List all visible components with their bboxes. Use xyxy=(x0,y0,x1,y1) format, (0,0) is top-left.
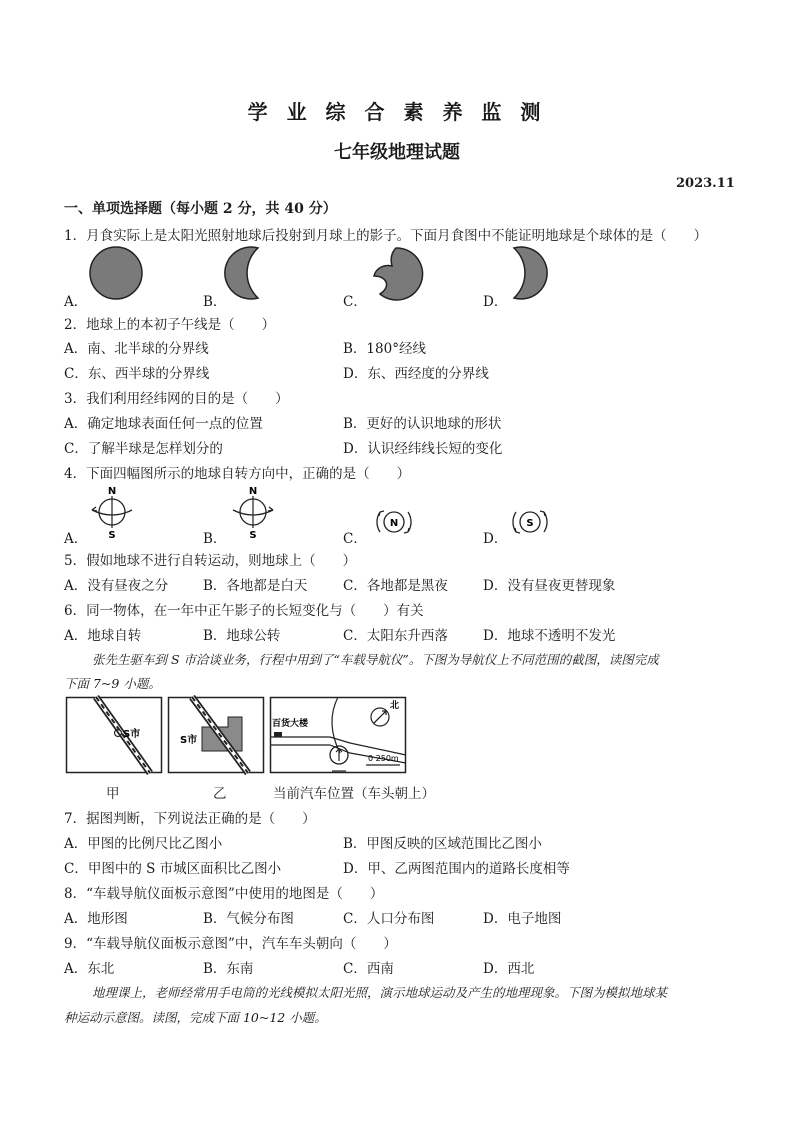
q7-option-b: B．甲图反映的区域范围比乙图小 xyxy=(343,836,542,852)
q5-option-c: C．各地都是黑夜 xyxy=(343,578,448,594)
exam-subtitle: 七年级地理试题 xyxy=(334,142,460,163)
passage-10-12-line2: 种运动示意图。读图，完成下面 10~12 小题。 xyxy=(64,1010,327,1025)
map-jia-city-label: S市 xyxy=(123,729,141,740)
q9-option-c: C．西南 xyxy=(343,961,394,977)
q5-option-b: B．各地都是白天 xyxy=(203,578,308,594)
q6-stem: 6．同一物体，在一年中正午影子的长短变化与（ ）有关 xyxy=(64,603,424,619)
q9-option-d: D．西北 xyxy=(483,961,535,977)
exam-title: 学 业 综 合 素 养 监 测 xyxy=(247,100,547,124)
q4-option-c: C． xyxy=(343,531,367,547)
store-label: 百货大楼 xyxy=(272,719,309,729)
q6-option-d: D．地球不透明不发光 xyxy=(483,628,616,644)
q9-option-b: B．东南 xyxy=(203,961,254,977)
section-heading: 一、单项选择题（每小题 2 分，共 40 分） xyxy=(64,201,337,217)
q2-stem: 2．地球上的本初子午线是（ ） xyxy=(64,317,276,333)
q7-option-a: A．甲图的比例尺比乙图小 xyxy=(64,836,223,852)
q6-option-c: C．太阳东升西落 xyxy=(343,628,448,644)
exam-date: 2023.11 xyxy=(676,176,735,191)
q8-option-b: B．气候分布图 xyxy=(203,911,294,927)
eclipse-figure-d xyxy=(506,246,550,302)
store-marker-icon xyxy=(274,732,282,737)
north-label: N xyxy=(107,486,117,497)
q3-option-b: B．更好的认识地球的形状 xyxy=(343,416,502,432)
south-label: S xyxy=(108,530,116,541)
map-yi-city-label: S市 xyxy=(180,735,198,746)
q3-stem: 3．我们利用经纬网的目的是（ ） xyxy=(64,391,289,407)
south-label: S xyxy=(249,530,257,541)
q4-option-a: A． xyxy=(64,531,88,547)
q1-option-b: B． xyxy=(203,294,227,310)
q8-option-c: C．人口分布图 xyxy=(343,911,435,927)
q3-option-a: A．确定地球表面任何一点的位置 xyxy=(64,416,263,432)
navigation-map xyxy=(270,697,406,773)
q1-option-c: C． xyxy=(343,294,367,310)
north-label: N xyxy=(389,518,399,529)
q2-option-a: A．南、北半球的分界线 xyxy=(64,341,209,357)
rotation-figure-d xyxy=(508,500,552,544)
q1-stem: 1．月食实际上是太阳光照射地球后投射到月球上的影子。下面月食图中不能证明地球是个球体的是（ ） xyxy=(64,228,708,244)
map-jia xyxy=(66,697,162,773)
q9-stem: 9．“车载导航仪面板示意图”中，汽车车头朝向（ ） xyxy=(64,936,397,952)
q4-stem: 4．下面四幅图所示的地球自转方向中，正确的是（ ） xyxy=(64,466,411,482)
south-label: S xyxy=(526,518,534,529)
q4-option-d: D． xyxy=(483,531,508,547)
q3-option-c: C．了解半球是怎样划分的 xyxy=(64,441,223,457)
passage-10-12-line1: 地理课上，老师经常用手电筒的光线模拟太阳光照，演示地球运动及产生的地理现象。下图为模拟地球某 xyxy=(92,985,668,1000)
map-yi xyxy=(168,697,264,773)
rotation-figure-a xyxy=(88,484,136,540)
q1-option-d: D． xyxy=(483,294,508,310)
q2-option-b: B．180°经线 xyxy=(343,341,426,357)
scale-label: 0 250m xyxy=(368,754,399,763)
passage-7-9-line1: 张先生驱车到 S 市洽谈业务，行程中用到了“车载导航仪”。下图为导航仪上不同范围的截图，读图完成 xyxy=(92,652,659,667)
q5-option-d: D．没有昼夜更替现象 xyxy=(483,578,616,594)
q1-option-a: A． xyxy=(64,294,88,310)
navigation-map-caption: 当前汽车位置（车头朝上） xyxy=(273,786,435,802)
q4-option-b: B． xyxy=(203,531,227,547)
eclipse-figure-a xyxy=(86,246,148,302)
q5-option-a: A．没有昼夜之分 xyxy=(64,578,169,594)
map-yi-caption: 乙 xyxy=(213,786,227,802)
rotation-figure-c xyxy=(372,500,416,544)
q7-stem: 7．据图判断，下列说法正确的是（ ） xyxy=(64,811,316,827)
passage-7-9-line2: 下面 7~9 小题。 xyxy=(64,676,161,691)
q8-option-a: A．地形图 xyxy=(64,911,128,927)
q5-stem: 5．假如地球不进行自转运动，则地球上（ ） xyxy=(64,553,357,569)
q6-option-b: B．地球公转 xyxy=(203,628,281,644)
q6-option-a: A．地球自转 xyxy=(64,628,142,644)
q3-option-d: D．认识经纬线长短的变化 xyxy=(343,441,503,457)
eclipse-figure-b xyxy=(226,246,276,302)
map-jia-caption: 甲 xyxy=(106,786,120,802)
north-indicator-label: 北 xyxy=(390,701,400,711)
q7-option-c: C．甲图中的 S 市城区面积比乙图小 xyxy=(64,861,282,877)
q2-option-c: C．东、西半球的分界线 xyxy=(64,366,210,382)
north-label: N xyxy=(248,486,258,497)
rotation-figure-b xyxy=(229,484,277,540)
q7-option-d: D．甲、乙两图范围内的道路长度相等 xyxy=(343,861,570,877)
q9-option-a: A．东北 xyxy=(64,961,115,977)
eclipse-figure-c xyxy=(370,246,426,302)
q2-option-d: D．东、西经度的分界线 xyxy=(343,366,489,382)
q8-stem: 8．“车载导航仪面板示意图”中使用的地图是（ ） xyxy=(64,886,384,902)
q8-option-d: D．电子地图 xyxy=(483,911,562,927)
